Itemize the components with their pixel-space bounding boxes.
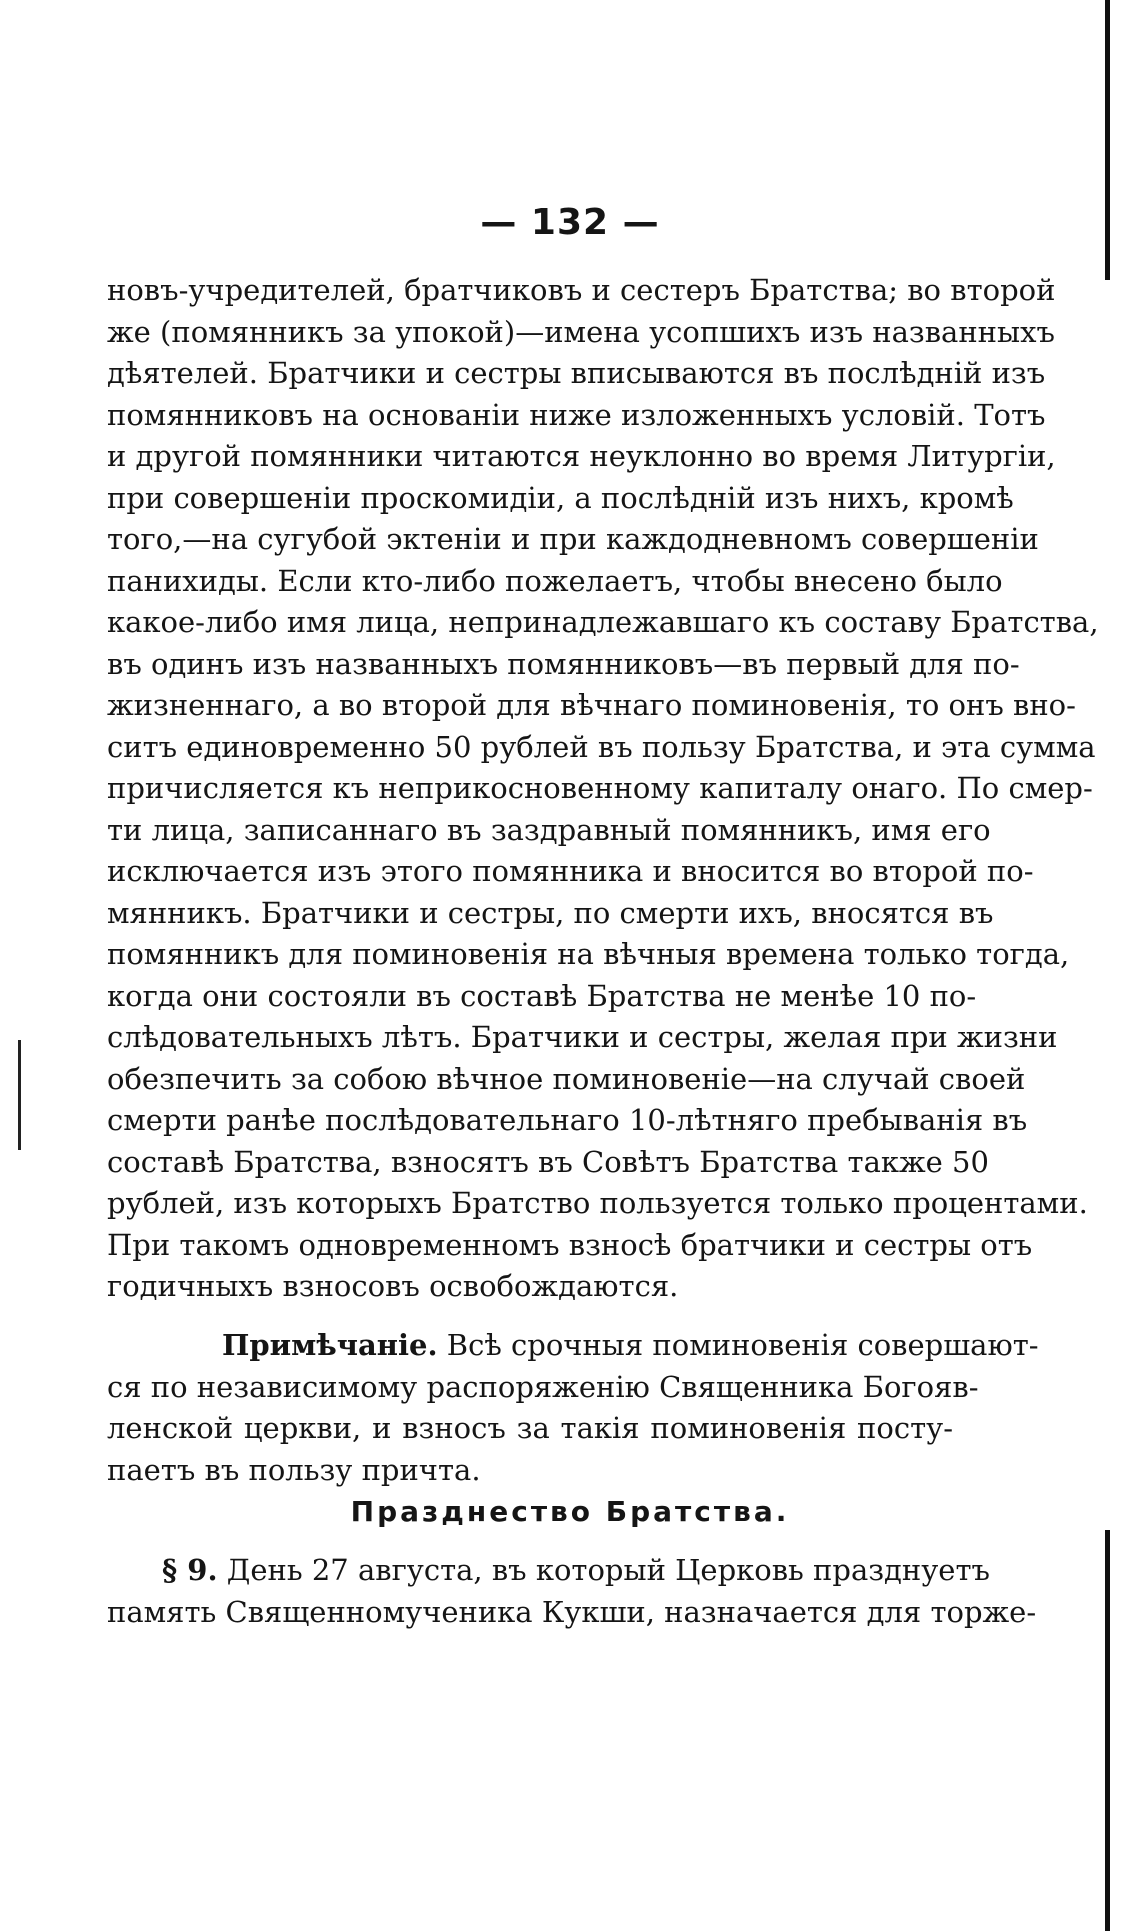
text-line: составѣ Братства, взносятъ въ Совѣтъ Братства также 50	[107, 1144, 989, 1179]
text-line: исключается изъ этого помянника и вносится во второй по-	[107, 854, 1034, 888]
text-line: и другой помянники читаются неуклонно во время Литургіи,	[107, 439, 1056, 473]
text-line: слѣдовательныхъ лѣтъ. Братчики и сестры, желая при жизни	[107, 1020, 1058, 1054]
section-first-line	[107, 1550, 990, 1592]
note-paragraph	[107, 1325, 1039, 1491]
note-first-line	[107, 1325, 1039, 1367]
section-paragraph	[107, 1550, 1037, 1633]
text-line: же (помянникъ за упокой)—имена усопшихъ изъ названныхъ	[107, 314, 1055, 349]
text-line: панихиды. Если кто-либо пожелаетъ, чтобы внесено было	[107, 563, 1003, 598]
scan-margin-mark	[18, 1040, 21, 1150]
section-line: память Священномученика Кукши, назначается для торже-	[107, 1594, 1037, 1629]
text-line: обезпечить за собою вѣчное поминовеніе—на случай своей	[107, 1061, 1026, 1096]
text-line: При такомъ одновременномъ взносѣ братчики и сестры отъ	[107, 1227, 1033, 1262]
text-line: въ одинъ изъ названныхъ помянниковъ—въ первый для по-	[107, 646, 1020, 681]
text-line: рублей, изъ которыхъ Братство пользуется только процентами.	[107, 1186, 1088, 1220]
note-first-line-text: Всѣ срочныя поминовенія совершают-	[446, 1328, 1039, 1362]
note-label: Примѣчаніе.	[222, 1328, 438, 1362]
note-line: паетъ въ пользу причта.	[107, 1452, 481, 1487]
text-line: помянниковъ на основаніи ниже изложенныхъ условій. Тотъ	[107, 397, 1046, 432]
text-line: новъ-учредителей, братчиковъ и сестеръ Братства; во второй	[107, 273, 1056, 307]
text-line: мянникъ. Братчики и сестры, по смерти ихъ, вносятся въ	[107, 895, 994, 930]
text-line: дѣятелей. Братчики и сестры вписываются въ послѣдній изъ	[107, 356, 1046, 390]
text-line: ситъ единовременно 50 рублей въ пользу Братства, и эта сумма	[107, 729, 1096, 764]
section-first-line-text: День 27 августа, въ который Церковь празднуетъ	[226, 1553, 990, 1587]
text-line: смерти ранѣе послѣдовательнаго 10-лѣтняго пребыванія въ	[107, 1103, 1028, 1137]
text-line: при совершеніи проскомидіи, а послѣдній изъ нихъ, кромѣ	[107, 480, 1014, 515]
page-number: — 132 —	[480, 202, 660, 243]
text-line: ти лица, записаннаго въ заздравный помянникъ, имя его	[107, 812, 991, 847]
text-line: причисляется къ неприкосновенному капиталу онаго. По смер-	[107, 771, 1093, 805]
text-line: того,—на сугубой эктеніи и при каждодневномъ совершеніи	[107, 522, 1039, 556]
scan-page-edge	[1105, 1530, 1110, 1931]
text-line: какое-либо имя лица, непринадлежавшаго къ составу Братства,	[107, 605, 1099, 639]
text-line: помянникъ для поминовенія на вѣчныя времена только тогда,	[107, 937, 1070, 971]
note-line: ся по независимому распоряженію Священника Богояв-	[107, 1369, 979, 1404]
section-number: § 9.	[162, 1553, 218, 1587]
text-line: годичныхъ взносовъ освобождаются.	[107, 1269, 679, 1303]
main-paragraph	[107, 270, 1099, 1308]
note-line: ленской церкви, и взносъ за такія поминовенія посту-	[107, 1411, 953, 1445]
section-heading: Празднество Братства.	[350, 1495, 790, 1528]
text-line: когда они состояли въ составѣ Братства не менѣе 10 по-	[107, 978, 977, 1013]
text-line: жизненнаго, а во второй для вѣчнаго поминовенія, то онъ вно-	[107, 688, 1076, 722]
